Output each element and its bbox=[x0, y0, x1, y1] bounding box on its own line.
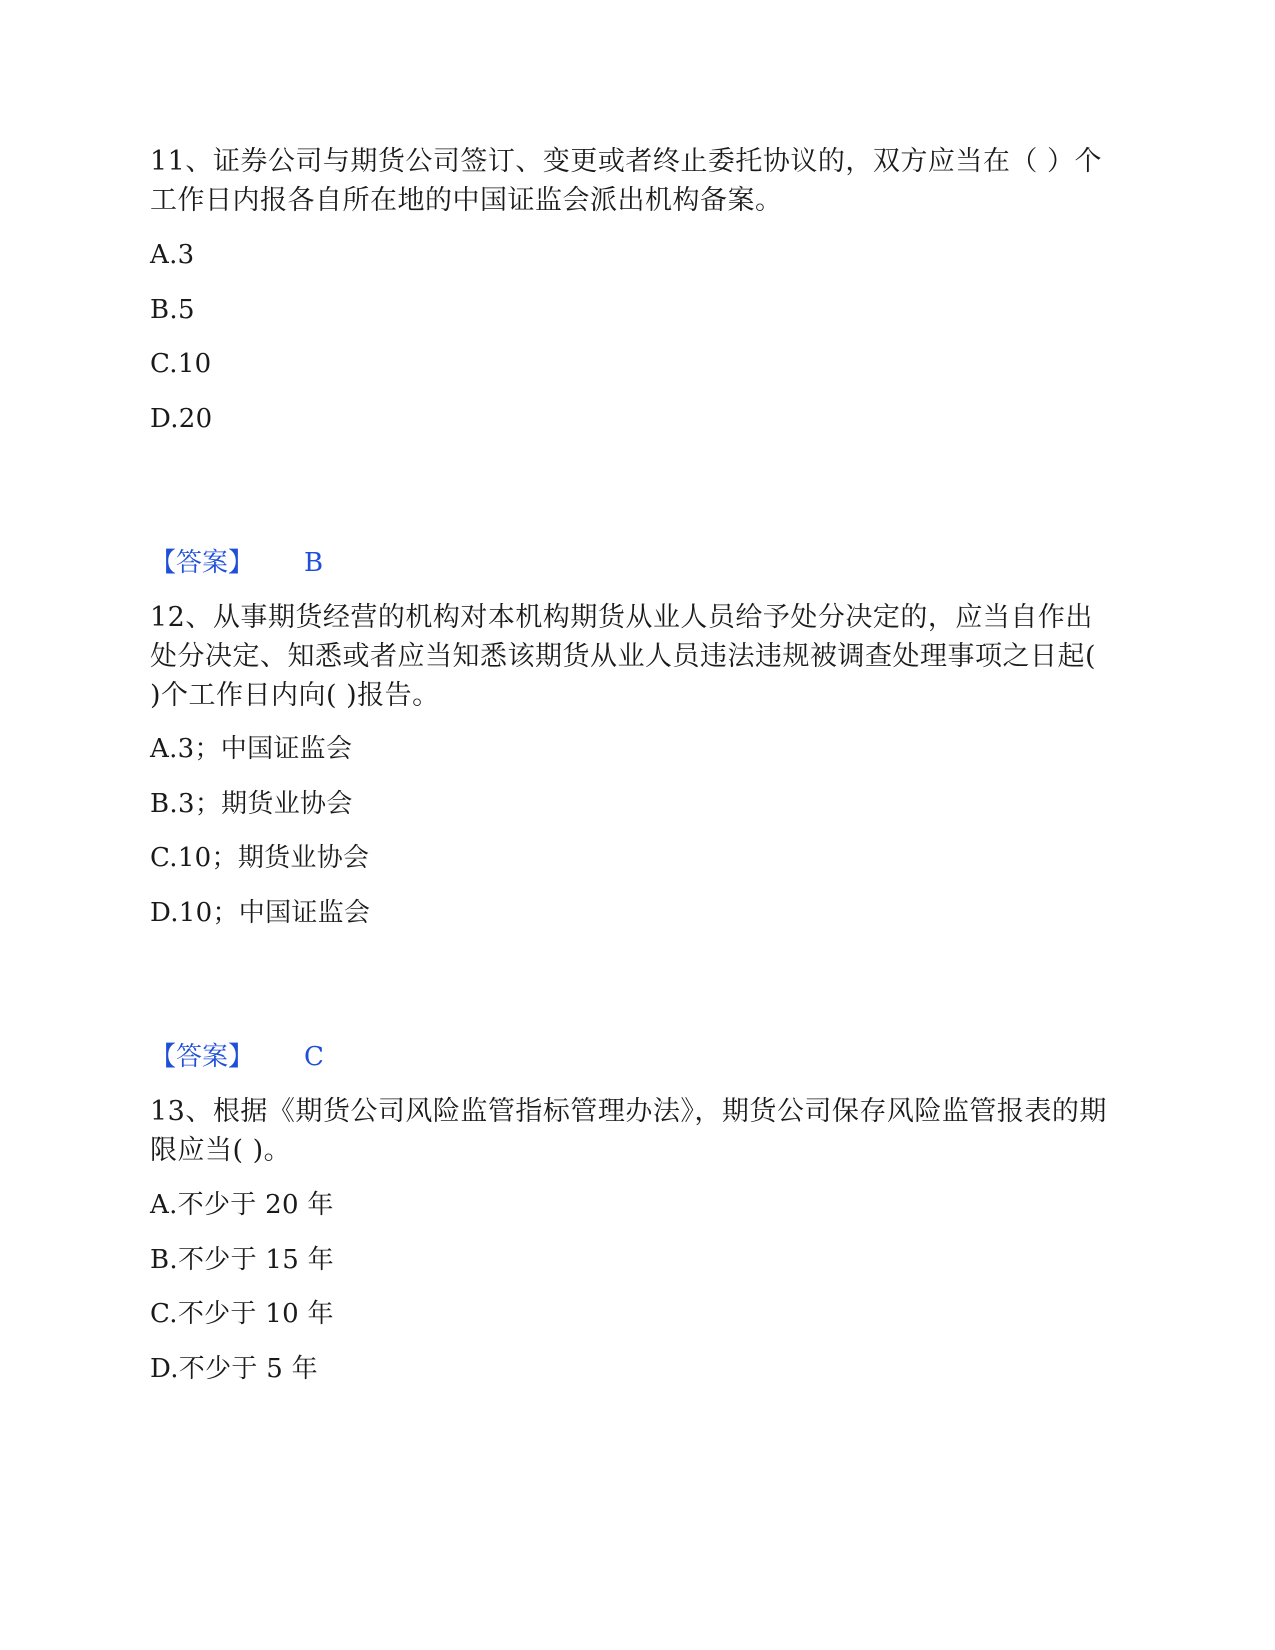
option-c: C.10 bbox=[150, 349, 212, 379]
option-d: D.20 bbox=[150, 404, 213, 434]
question-stem: 13、根据《期货公司风险监管指标管理办法》，期货公司保存风险监管报表的期限应当( )。 bbox=[150, 1096, 1107, 1166]
option-c: C.10；期货业协会 bbox=[150, 843, 370, 873]
option-row bbox=[150, 1190, 1110, 1220]
option-row bbox=[150, 734, 1110, 764]
option-row bbox=[150, 1245, 1110, 1275]
option-row bbox=[150, 404, 1110, 434]
option-c: C.不少于 10 年 bbox=[150, 1299, 334, 1329]
option-a: A.3 bbox=[150, 240, 195, 270]
option-a: A.3；中国证监会 bbox=[150, 734, 353, 764]
answer-label: 【答案】 bbox=[150, 548, 255, 578]
question-stem: 11、证券公司与期货公司签订、变更或者终止委托协议的，双方应当在（ ）个工作日内报各自所在地的中国证监会派出机构备案。 bbox=[150, 146, 1102, 216]
option-row bbox=[150, 843, 1110, 873]
option-a: A.不少于 20 年 bbox=[150, 1190, 334, 1220]
answer-label: 【答案】 bbox=[150, 1042, 255, 1072]
option-row bbox=[150, 898, 1110, 928]
option-row bbox=[150, 349, 1110, 379]
option-row bbox=[150, 1299, 1110, 1329]
option-d: D.10；中国证监会 bbox=[150, 898, 371, 928]
option-row bbox=[150, 295, 1110, 325]
question-13 bbox=[150, 1092, 1110, 1170]
option-b: B.不少于 15 年 bbox=[150, 1245, 334, 1275]
answer-12 bbox=[150, 1042, 324, 1072]
question-11 bbox=[150, 142, 1110, 220]
option-row bbox=[150, 789, 1110, 819]
answer-11 bbox=[150, 548, 323, 578]
answer-value: B bbox=[304, 548, 324, 578]
option-row bbox=[150, 1354, 1110, 1384]
question-stem: 12、从事期货经营的机构对本机构期货从业人员给予处分决定的，应当自作出处分决定、知悉或者应当知悉该期货从业人员违法违规被调查处理事项之日起( )个工作日内向( )报告。 bbox=[150, 602, 1097, 711]
question-12 bbox=[150, 598, 1110, 715]
option-b: B.3；期货业协会 bbox=[150, 789, 353, 819]
option-d: D.不少于 5 年 bbox=[150, 1354, 318, 1384]
option-b: B.5 bbox=[150, 295, 195, 325]
answer-value: C bbox=[304, 1042, 324, 1072]
question-11-options bbox=[150, 240, 1110, 270]
